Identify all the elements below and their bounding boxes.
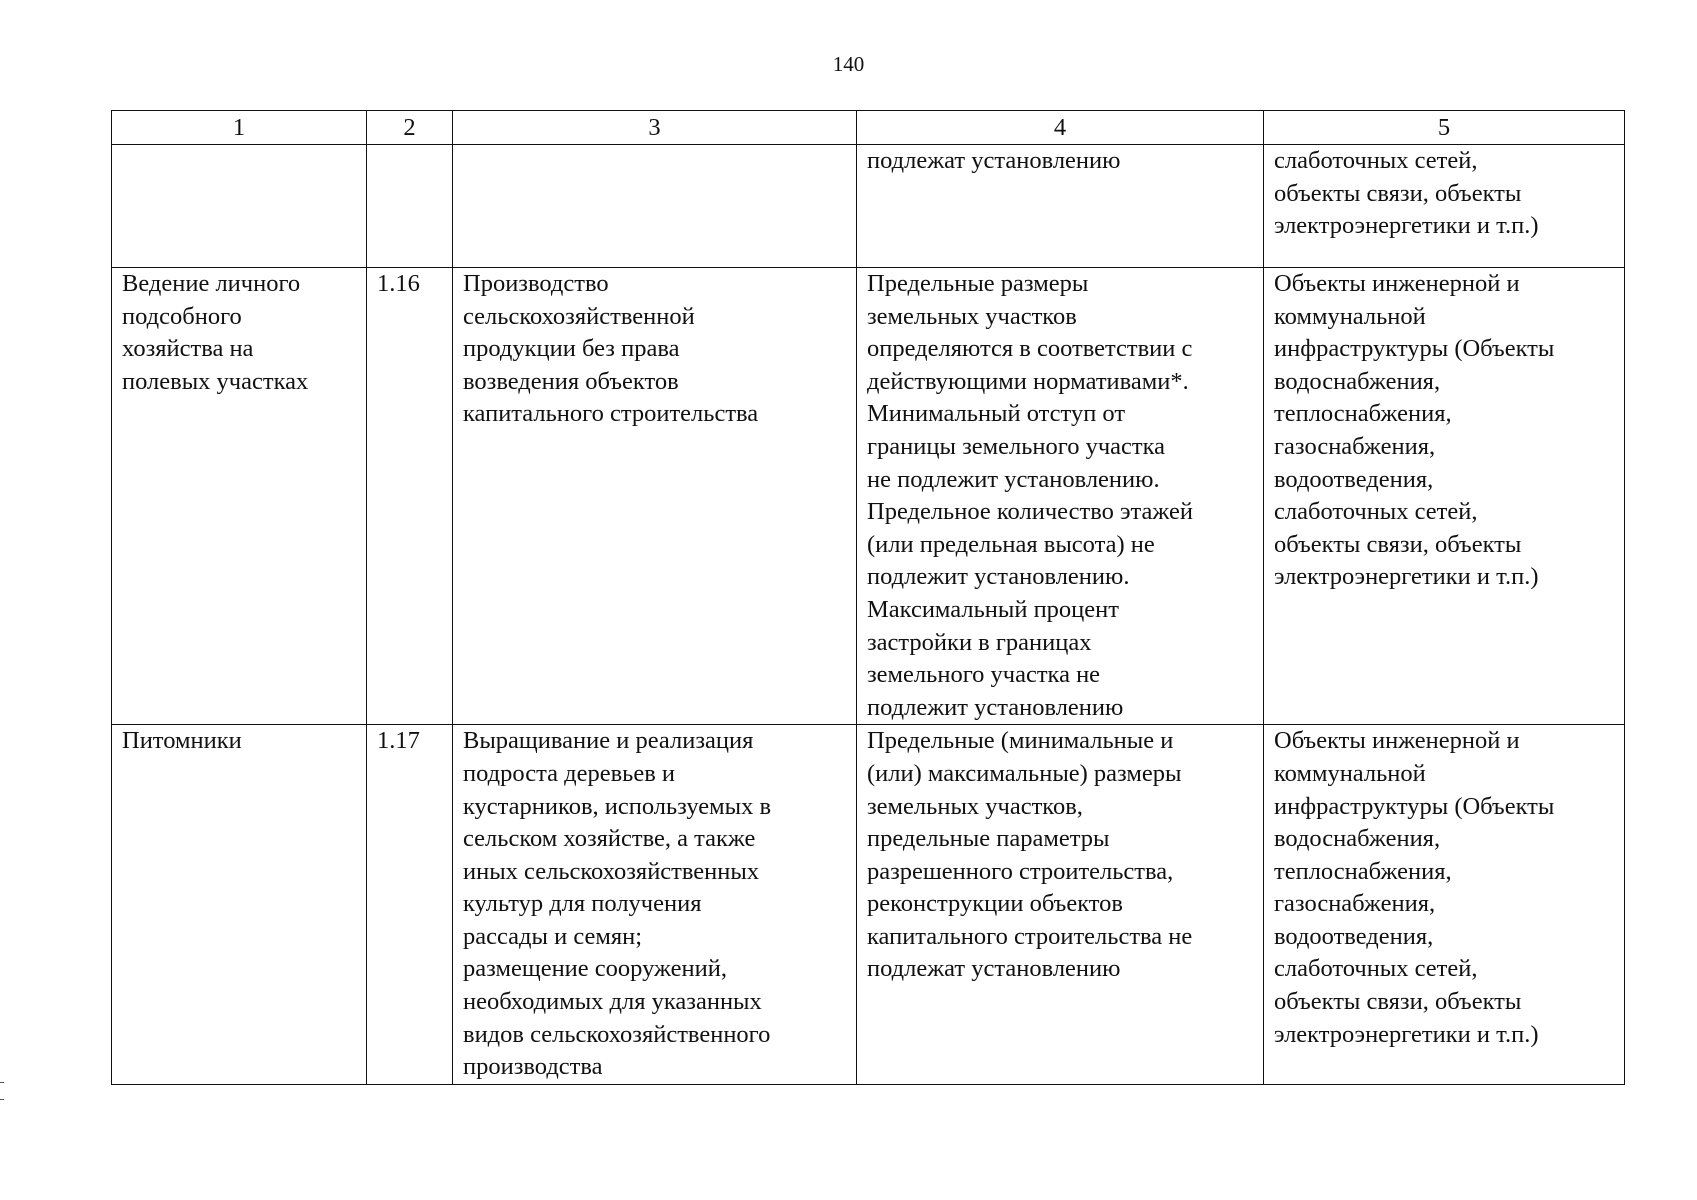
cell-use-type: Ведение личного подсобного хозяйства на полевых участках xyxy=(112,268,367,725)
table-row-continuation xyxy=(112,145,1625,268)
cell-parameters: Предельные (минимальные и (или) максимальные) размеры земельных участков, предельные параметры разрешенного строительства, реконструкции объектов капитального строительства не подлежат установлению xyxy=(857,725,1264,1085)
header-col-1: 1 xyxy=(112,111,367,145)
page-number: 140 xyxy=(832,52,865,76)
cell-description: Выращивание и реализация подроста деревьев и кустарников, используемых в сельском хозяйстве, а также иных сельскохозяйственных культур для получения рассады и семян; размещение сооружений, необходимых для указанных видов сельскохозяйственного производства xyxy=(453,725,857,1085)
cell-parameters: подлежат установлению xyxy=(857,145,1264,268)
cell-code xyxy=(367,145,453,268)
cell-code: 1.16 xyxy=(367,268,453,725)
header-col-3: 3 xyxy=(453,111,857,145)
table-header-row xyxy=(112,111,1625,145)
land-use-table xyxy=(111,110,1625,1085)
cell-code: 1.17 xyxy=(367,725,453,1085)
cell-parameters: Предельные размеры земельных участков определяются в соответствии с действующими нормативами*. Минимальный отступ от границы земельного участка не подлежит установлению. Предельное количество этажей (или предельная высота) не подлежит установлению. Максимальный процент застройки в границах земельного участка не подлежит установлению xyxy=(857,268,1264,725)
cell-description xyxy=(453,145,857,268)
header-col-4: 4 xyxy=(857,111,1264,145)
cell-description: Производство сельскохозяйственной продукции без права возведения объектов капитального строительства xyxy=(453,268,857,725)
header-col-2: 2 xyxy=(367,111,453,145)
cell-auxiliary-objects: Объекты инженерной и коммунальной инфраструктуры (Объекты водоснабжения, теплоснабжения, газоснабжения, водоотведения, слаботочных сетей, объекты связи, объекты электроэнергетики и т.п.) xyxy=(1264,725,1625,1085)
scan-edge-mark xyxy=(0,1082,4,1100)
table-row xyxy=(112,725,1625,1085)
header-col-5: 5 xyxy=(1264,111,1625,145)
cell-auxiliary-objects: Объекты инженерной и коммунальной инфраструктуры (Объекты водоснабжения, теплоснабжения, газоснабжения, водоотведения, слаботочных сетей, объекты связи, объекты электроэнергетики и т.п.) xyxy=(1264,268,1625,725)
cell-use-type xyxy=(112,145,367,268)
table-row xyxy=(112,268,1625,725)
cell-use-type: Питомники xyxy=(112,725,367,1085)
cell-auxiliary-objects: слаботочных сетей, объекты связи, объекты электроэнергетики и т.п.) xyxy=(1264,145,1625,268)
